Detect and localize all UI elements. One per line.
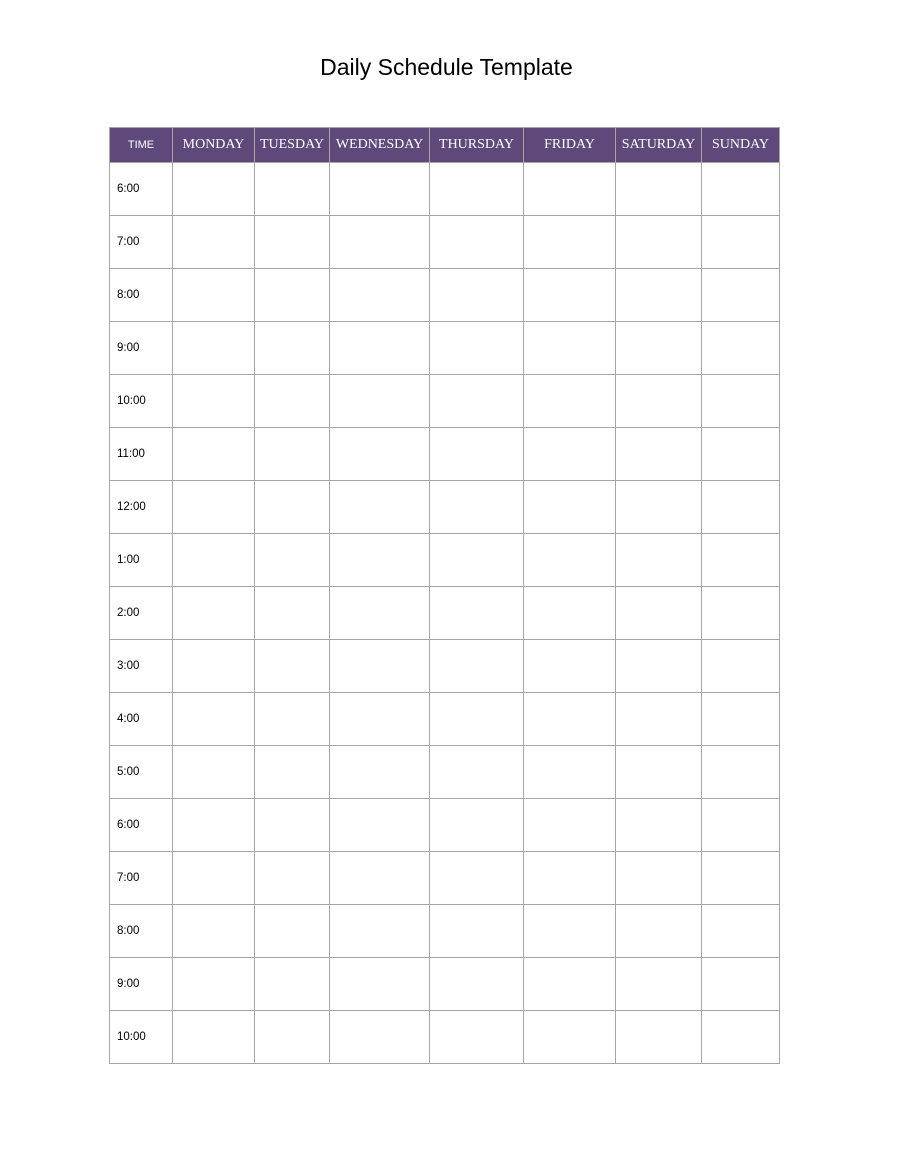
schedule-cell-thursday[interactable] [430, 852, 524, 905]
schedule-cell-friday[interactable] [524, 799, 616, 852]
schedule-cell-wednesday[interactable] [330, 322, 430, 375]
schedule-cell-sunday[interactable] [702, 746, 780, 799]
schedule-cell-tuesday[interactable] [255, 958, 330, 1011]
table-row [110, 587, 780, 640]
schedule-cell-wednesday[interactable] [330, 163, 430, 216]
table-row [110, 640, 780, 693]
time-slot-label: 7:00 [110, 852, 173, 905]
schedule-cell-saturday[interactable] [616, 1011, 702, 1064]
table-row [110, 746, 780, 799]
table-row [110, 534, 780, 587]
schedule-cell-sunday[interactable] [702, 216, 780, 269]
schedule-cell-friday[interactable] [524, 746, 616, 799]
schedule-cell-wednesday[interactable] [330, 1011, 430, 1064]
schedule-cell-wednesday[interactable] [330, 375, 430, 428]
schedule-cell-wednesday[interactable] [330, 958, 430, 1011]
schedule-cell-thursday[interactable] [430, 163, 524, 216]
schedule-cell-monday[interactable] [173, 905, 255, 958]
schedule-cell-tuesday[interactable] [255, 799, 330, 852]
schedule-cell-sunday[interactable] [702, 1011, 780, 1064]
schedule-cell-friday[interactable] [524, 693, 616, 746]
schedule-cell-sunday[interactable] [702, 269, 780, 322]
schedule-cell-tuesday[interactable] [255, 216, 330, 269]
schedule-cell-thursday[interactable] [430, 322, 524, 375]
schedule-body [110, 163, 780, 1064]
schedule-cell-friday[interactable] [524, 905, 616, 958]
schedule-cell-saturday[interactable] [616, 799, 702, 852]
schedule-cell-monday[interactable] [173, 322, 255, 375]
schedule-cell-thursday[interactable] [430, 216, 524, 269]
day-header-monday: MONDAY [173, 128, 255, 163]
schedule-cell-monday[interactable] [173, 852, 255, 905]
schedule-cell-wednesday[interactable] [330, 746, 430, 799]
table-row [110, 269, 780, 322]
schedule-cell-tuesday[interactable] [255, 322, 330, 375]
schedule-cell-saturday[interactable] [616, 428, 702, 481]
schedule-cell-sunday[interactable] [702, 799, 780, 852]
time-slot-label: 12:00 [110, 481, 173, 534]
table-row [110, 428, 780, 481]
day-header-tuesday: TUESDAY [255, 128, 330, 163]
schedule-cell-monday[interactable] [173, 163, 255, 216]
schedule-cell-wednesday[interactable] [330, 693, 430, 746]
schedule-cell-friday[interactable] [524, 587, 616, 640]
schedule-cell-friday[interactable] [524, 852, 616, 905]
schedule-cell-saturday[interactable] [616, 958, 702, 1011]
schedule-cell-sunday[interactable] [702, 852, 780, 905]
schedule-cell-saturday[interactable] [616, 852, 702, 905]
table-row [110, 958, 780, 1011]
schedule-cell-thursday[interactable] [430, 375, 524, 428]
time-slot-label: 3:00 [110, 640, 173, 693]
schedule-cell-wednesday[interactable] [330, 428, 430, 481]
schedule-cell-thursday[interactable] [430, 269, 524, 322]
day-header-friday: FRIDAY [524, 128, 616, 163]
schedule-cell-tuesday[interactable] [255, 428, 330, 481]
schedule-cell-thursday[interactable] [430, 587, 524, 640]
schedule-cell-sunday[interactable] [702, 375, 780, 428]
schedule-cell-saturday[interactable] [616, 269, 702, 322]
schedule-cell-friday[interactable] [524, 322, 616, 375]
schedule-cell-monday[interactable] [173, 693, 255, 746]
schedule-cell-monday[interactable] [173, 481, 255, 534]
table-row [110, 852, 780, 905]
table-row [110, 693, 780, 746]
schedule-cell-tuesday[interactable] [255, 905, 330, 958]
schedule-cell-friday[interactable] [524, 958, 616, 1011]
schedule-cell-saturday[interactable] [616, 640, 702, 693]
schedule-cell-thursday[interactable] [430, 905, 524, 958]
schedule-cell-thursday[interactable] [430, 693, 524, 746]
table-row [110, 1011, 780, 1064]
day-header-saturday: SATURDAY [616, 128, 702, 163]
time-slot-label: 1:00 [110, 534, 173, 587]
schedule-cell-wednesday[interactable] [330, 852, 430, 905]
schedule-cell-friday[interactable] [524, 481, 616, 534]
schedule-cell-tuesday[interactable] [255, 852, 330, 905]
schedule-cell-friday[interactable] [524, 640, 616, 693]
time-slot-label: 9:00 [110, 958, 173, 1011]
schedule-cell-saturday[interactable] [616, 481, 702, 534]
schedule-cell-thursday[interactable] [430, 534, 524, 587]
schedule-cell-saturday[interactable] [616, 693, 702, 746]
time-slot-label: 6:00 [110, 163, 173, 216]
schedule-cell-thursday[interactable] [430, 481, 524, 534]
schedule-cell-sunday[interactable] [702, 587, 780, 640]
schedule-cell-tuesday[interactable] [255, 693, 330, 746]
schedule-cell-sunday[interactable] [702, 322, 780, 375]
schedule-cell-sunday[interactable] [702, 905, 780, 958]
schedule-cell-sunday[interactable] [702, 958, 780, 1011]
schedule-cell-saturday[interactable] [616, 322, 702, 375]
schedule-cell-sunday[interactable] [702, 693, 780, 746]
time-slot-label: 8:00 [110, 905, 173, 958]
page-title: Daily Schedule Template [320, 54, 573, 80]
schedule-cell-monday[interactable] [173, 534, 255, 587]
time-slot-label: 6:00 [110, 799, 173, 852]
schedule-cell-monday[interactable] [173, 587, 255, 640]
schedule-cell-wednesday[interactable] [330, 587, 430, 640]
table-row [110, 163, 780, 216]
time-slot-label: 11:00 [110, 428, 173, 481]
schedule-cell-tuesday[interactable] [255, 163, 330, 216]
day-header-sunday: SUNDAY [702, 128, 780, 163]
table-row [110, 375, 780, 428]
schedule-cell-saturday[interactable] [616, 163, 702, 216]
schedule-cell-saturday[interactable] [616, 534, 702, 587]
schedule-cell-monday[interactable] [173, 216, 255, 269]
schedule-cell-friday[interactable] [524, 216, 616, 269]
time-slot-label: 10:00 [110, 375, 173, 428]
schedule-cell-monday[interactable] [173, 640, 255, 693]
schedule-cell-saturday[interactable] [616, 375, 702, 428]
time-slot-label: 4:00 [110, 693, 173, 746]
schedule-cell-monday[interactable] [173, 428, 255, 481]
time-slot-label: 9:00 [110, 322, 173, 375]
schedule-cell-tuesday[interactable] [255, 640, 330, 693]
schedule-cell-saturday[interactable] [616, 216, 702, 269]
schedule-cell-friday[interactable] [524, 269, 616, 322]
schedule-cell-wednesday[interactable] [330, 534, 430, 587]
time-slot-label: 2:00 [110, 587, 173, 640]
time-slot-label: 7:00 [110, 216, 173, 269]
schedule-cell-sunday[interactable] [702, 163, 780, 216]
table-row [110, 799, 780, 852]
schedule-cell-tuesday[interactable] [255, 481, 330, 534]
schedule-cell-wednesday[interactable] [330, 269, 430, 322]
time-slot-label: 8:00 [110, 269, 173, 322]
schedule-cell-tuesday[interactable] [255, 269, 330, 322]
schedule-cell-wednesday[interactable] [330, 481, 430, 534]
schedule-cell-monday[interactable] [173, 1011, 255, 1064]
schedule-cell-friday[interactable] [524, 534, 616, 587]
schedule-cell-friday[interactable] [524, 163, 616, 216]
schedule-cell-thursday[interactable] [430, 746, 524, 799]
schedule-cell-monday[interactable] [173, 375, 255, 428]
schedule-cell-sunday[interactable] [702, 481, 780, 534]
schedule-cell-thursday[interactable] [430, 799, 524, 852]
schedule-cell-thursday[interactable] [430, 1011, 524, 1064]
table-row [110, 481, 780, 534]
schedule-cell-tuesday[interactable] [255, 746, 330, 799]
table-row [110, 216, 780, 269]
schedule-cell-wednesday[interactable] [330, 905, 430, 958]
time-column-header: TIME [110, 128, 173, 163]
time-slot-label: 5:00 [110, 746, 173, 799]
schedule-cell-tuesday[interactable] [255, 587, 330, 640]
header-row [110, 128, 780, 163]
schedule-cell-sunday[interactable] [702, 428, 780, 481]
schedule-cell-monday[interactable] [173, 958, 255, 1011]
schedule-cell-sunday[interactable] [702, 534, 780, 587]
schedule-cell-thursday[interactable] [430, 640, 524, 693]
schedule-cell-sunday[interactable] [702, 640, 780, 693]
schedule-cell-tuesday[interactable] [255, 534, 330, 587]
day-header-thursday: THURSDAY [430, 128, 524, 163]
schedule-cell-saturday[interactable] [616, 905, 702, 958]
schedule-cell-wednesday[interactable] [330, 216, 430, 269]
schedule-cell-thursday[interactable] [430, 958, 524, 1011]
table-row [110, 905, 780, 958]
schedule-cell-tuesday[interactable] [255, 1011, 330, 1064]
schedule-cell-saturday[interactable] [616, 746, 702, 799]
day-header-wednesday: WEDNESDAY [330, 128, 430, 163]
schedule-table [109, 127, 780, 1064]
schedule-cell-thursday[interactable] [430, 428, 524, 481]
schedule-cell-monday[interactable] [173, 746, 255, 799]
schedule-cell-monday[interactable] [173, 269, 255, 322]
schedule-cell-friday[interactable] [524, 428, 616, 481]
table-row [110, 322, 780, 375]
schedule-cell-saturday[interactable] [616, 587, 702, 640]
schedule-cell-wednesday[interactable] [330, 640, 430, 693]
schedule-cell-friday[interactable] [524, 1011, 616, 1064]
schedule-cell-tuesday[interactable] [255, 375, 330, 428]
schedule-cell-wednesday[interactable] [330, 799, 430, 852]
schedule-cell-friday[interactable] [524, 375, 616, 428]
time-slot-label: 10:00 [110, 1011, 173, 1064]
schedule-cell-monday[interactable] [173, 799, 255, 852]
